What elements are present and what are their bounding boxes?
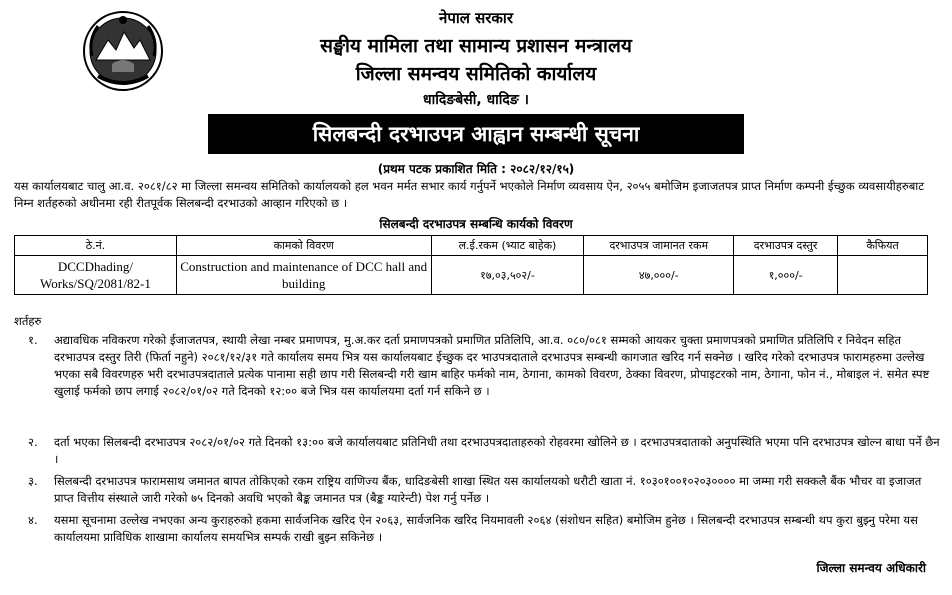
col-header-bid-fee: दरभाउपत्र दस्तुर — [734, 236, 838, 256]
notice-title: सिलबन्दी दरभाउपत्र आह्वान सम्बन्धी सूचना — [208, 114, 744, 154]
signature-title: जिल्ला समन्वय अधिकारी — [816, 561, 926, 575]
cell-remarks — [838, 256, 928, 295]
cell-cost-estimate: १७,०३,५०२/- — [431, 256, 584, 295]
condition-item — [14, 332, 940, 400]
condition-number: ३. — [28, 474, 38, 488]
government-name: नेपाल सरकार — [439, 9, 513, 27]
bid-details-table — [14, 235, 928, 295]
cell-work-description: Construction and maintenance of DCC hall and building — [176, 256, 431, 295]
col-header-contract-no: ठे.नं. — [15, 236, 177, 256]
condition-text: अद्यावधिक नविकरण गरेको ईजाजतपत्र, स्थायी लेखा नम्बर प्रमाणपत्र, मु.अ.कर दर्ता प्रमाणपत्रको प्रमाणित प्रतिलिपि, आ.व. ०८०/०८१ सम्मको आयकर चुक्ता प्रमाणपत्रको प्रमाणित प्रतिलिपि र निवेदन सहित दरभाउपत्र दस्तुर तिरी (फिर्ता नहुने) २०८१/१२/३१ गते कार्यालय समय भित्र यस कार्यालयबाट ईच्छुक दर भाउपत्रदाताले दरभाउपत्र सम्बन्धी कागजात खरिद गर्न सक्नेछ । खरिद गरेको दरभाउपत्र फारामहरुमा उल्लेख भएका सबै विवरणहरु भरी दरभाउपत्रदाताले प्रत्येक पानामा सही छाप गरी सिलबन्दी गरी खाम बाहिर फर्मको नाम, ठेगाना, कामको विवरण, ठेक्का विवरण, प्रोपाइटरको नाम, ठेगाना, फोन नं., मोबाइल नं. समेत स्पष्ट खुलाई फर्मको छाप लगाई २०८२/०१/०२ गते दिनको १२:०० बजे भित्र यस कार्यालयमा दर्ता गर्न सकिने छ । — [54, 333, 930, 398]
col-header-bid-security: दरभाउपत्र जामानत रकम — [584, 236, 734, 256]
office-address: धादिङबेसी, धादिङ । — [423, 92, 529, 108]
publication-date: (प्रथम पटक प्रकाशित मिति : २०८२/१२/१५) — [377, 162, 575, 176]
cell-contract-no: DCCDhading/ Works/SQ/2081/82-1 — [15, 256, 177, 295]
conditions-heading: शर्तहरु — [14, 314, 42, 328]
col-header-remarks: कैफियत — [838, 236, 928, 256]
cell-bid-security: ४७,०००/- — [584, 256, 734, 295]
condition-text: यसमा सूचनामा उल्लेख नभएका अन्य कुराहरुको हकमा सार्वजनिक खरिद ऐन २०६३, सार्वजनिक खरिद नियमावली २०६४ (संशोधन सहित) बमोजिम हुनेछ । सिलबन्दी दरभाउपत्र सम्बन्धी थप कुरा बुझ्नु परेमा यस कार्यालयमा प्राविधिक शाखामा कार्यालय समयभित्र सम्पर्क राखी बुझ्न सकिनेछ । — [54, 513, 918, 544]
col-header-work-description: कामको विवरण — [176, 236, 431, 256]
condition-item — [14, 434, 940, 468]
condition-text: दर्ता भएका सिलबन्दी दरभाउपत्र २०८२/०१/०२ गते दिनको १३:०० बजे कार्यालयबाट प्रतिनिधी तथा दरभाउपत्रदाताहरुको रोहवरमा खोलिने छ । दरभाउपत्रदाताको अनुपस्थिति भएमा पनि दरभाउपत्र खोल्न बाधा पर्ने छैन । — [54, 435, 940, 466]
condition-number: ४. — [28, 513, 38, 527]
condition-text: सिलबन्दी दरभाउपत्र फारामसाथ जमानत बापत तोकिएको रकम राष्ट्रिय वाणिज्य बैंक, धादिङबेसी शाखा स्थित यस कार्यालयको धरौटी खाता नं. १०३०१००१०२०३०००० मा जम्मा गरी सक्कलै बैंक भौचर वा इजाजत प्राप्त वित्तीय संस्थाले जारी गरेको ७५ दिनको अवधि भएको बैङ्क जमानत पत्र (बैङ्क ग्यारेन्टी) पेश गर्नु पर्नेछ । — [54, 474, 922, 505]
table-caption: सिलबन्दी दरभाउपत्र सम्बन्धि कार्यको विवरण — [379, 217, 573, 231]
office-name: जिल्ला समन्वय समितिको कार्यालय — [355, 63, 597, 85]
condition-number: १. — [28, 333, 38, 347]
table-header-row — [15, 236, 928, 256]
cell-bid-fee: १,०००/- — [734, 256, 838, 295]
col-header-cost-estimate: ल.ई.रकम (भ्याट बाहेक) — [431, 236, 584, 256]
condition-item — [14, 512, 940, 546]
condition-item — [14, 473, 940, 507]
condition-number: २. — [28, 435, 38, 449]
table-row — [15, 256, 928, 295]
intro-paragraph: यस कार्यालयबाट चालु आ.व. २०८१/८२ मा जिल्ला समन्वय समितिको कार्यालयको हल भवन मर्मत सभार कार्य गर्नुपर्ने भएकोले निर्माण व्यवसाय ऐन, २०५५ बमोजिम इजाजतपत्र प्राप्त निर्माण कम्पनी ईच्छुक व्यवसायीहरुबाट निम्न शर्तहरुको अधीनमा रही रीतपूर्वक सिलबन्दी दरभाउको आव्हान गरिएको छ । — [14, 179, 925, 210]
ministry-name: सङ्घीय मामिला तथा सामान्य प्रशासन मन्त्रालय — [320, 35, 632, 57]
